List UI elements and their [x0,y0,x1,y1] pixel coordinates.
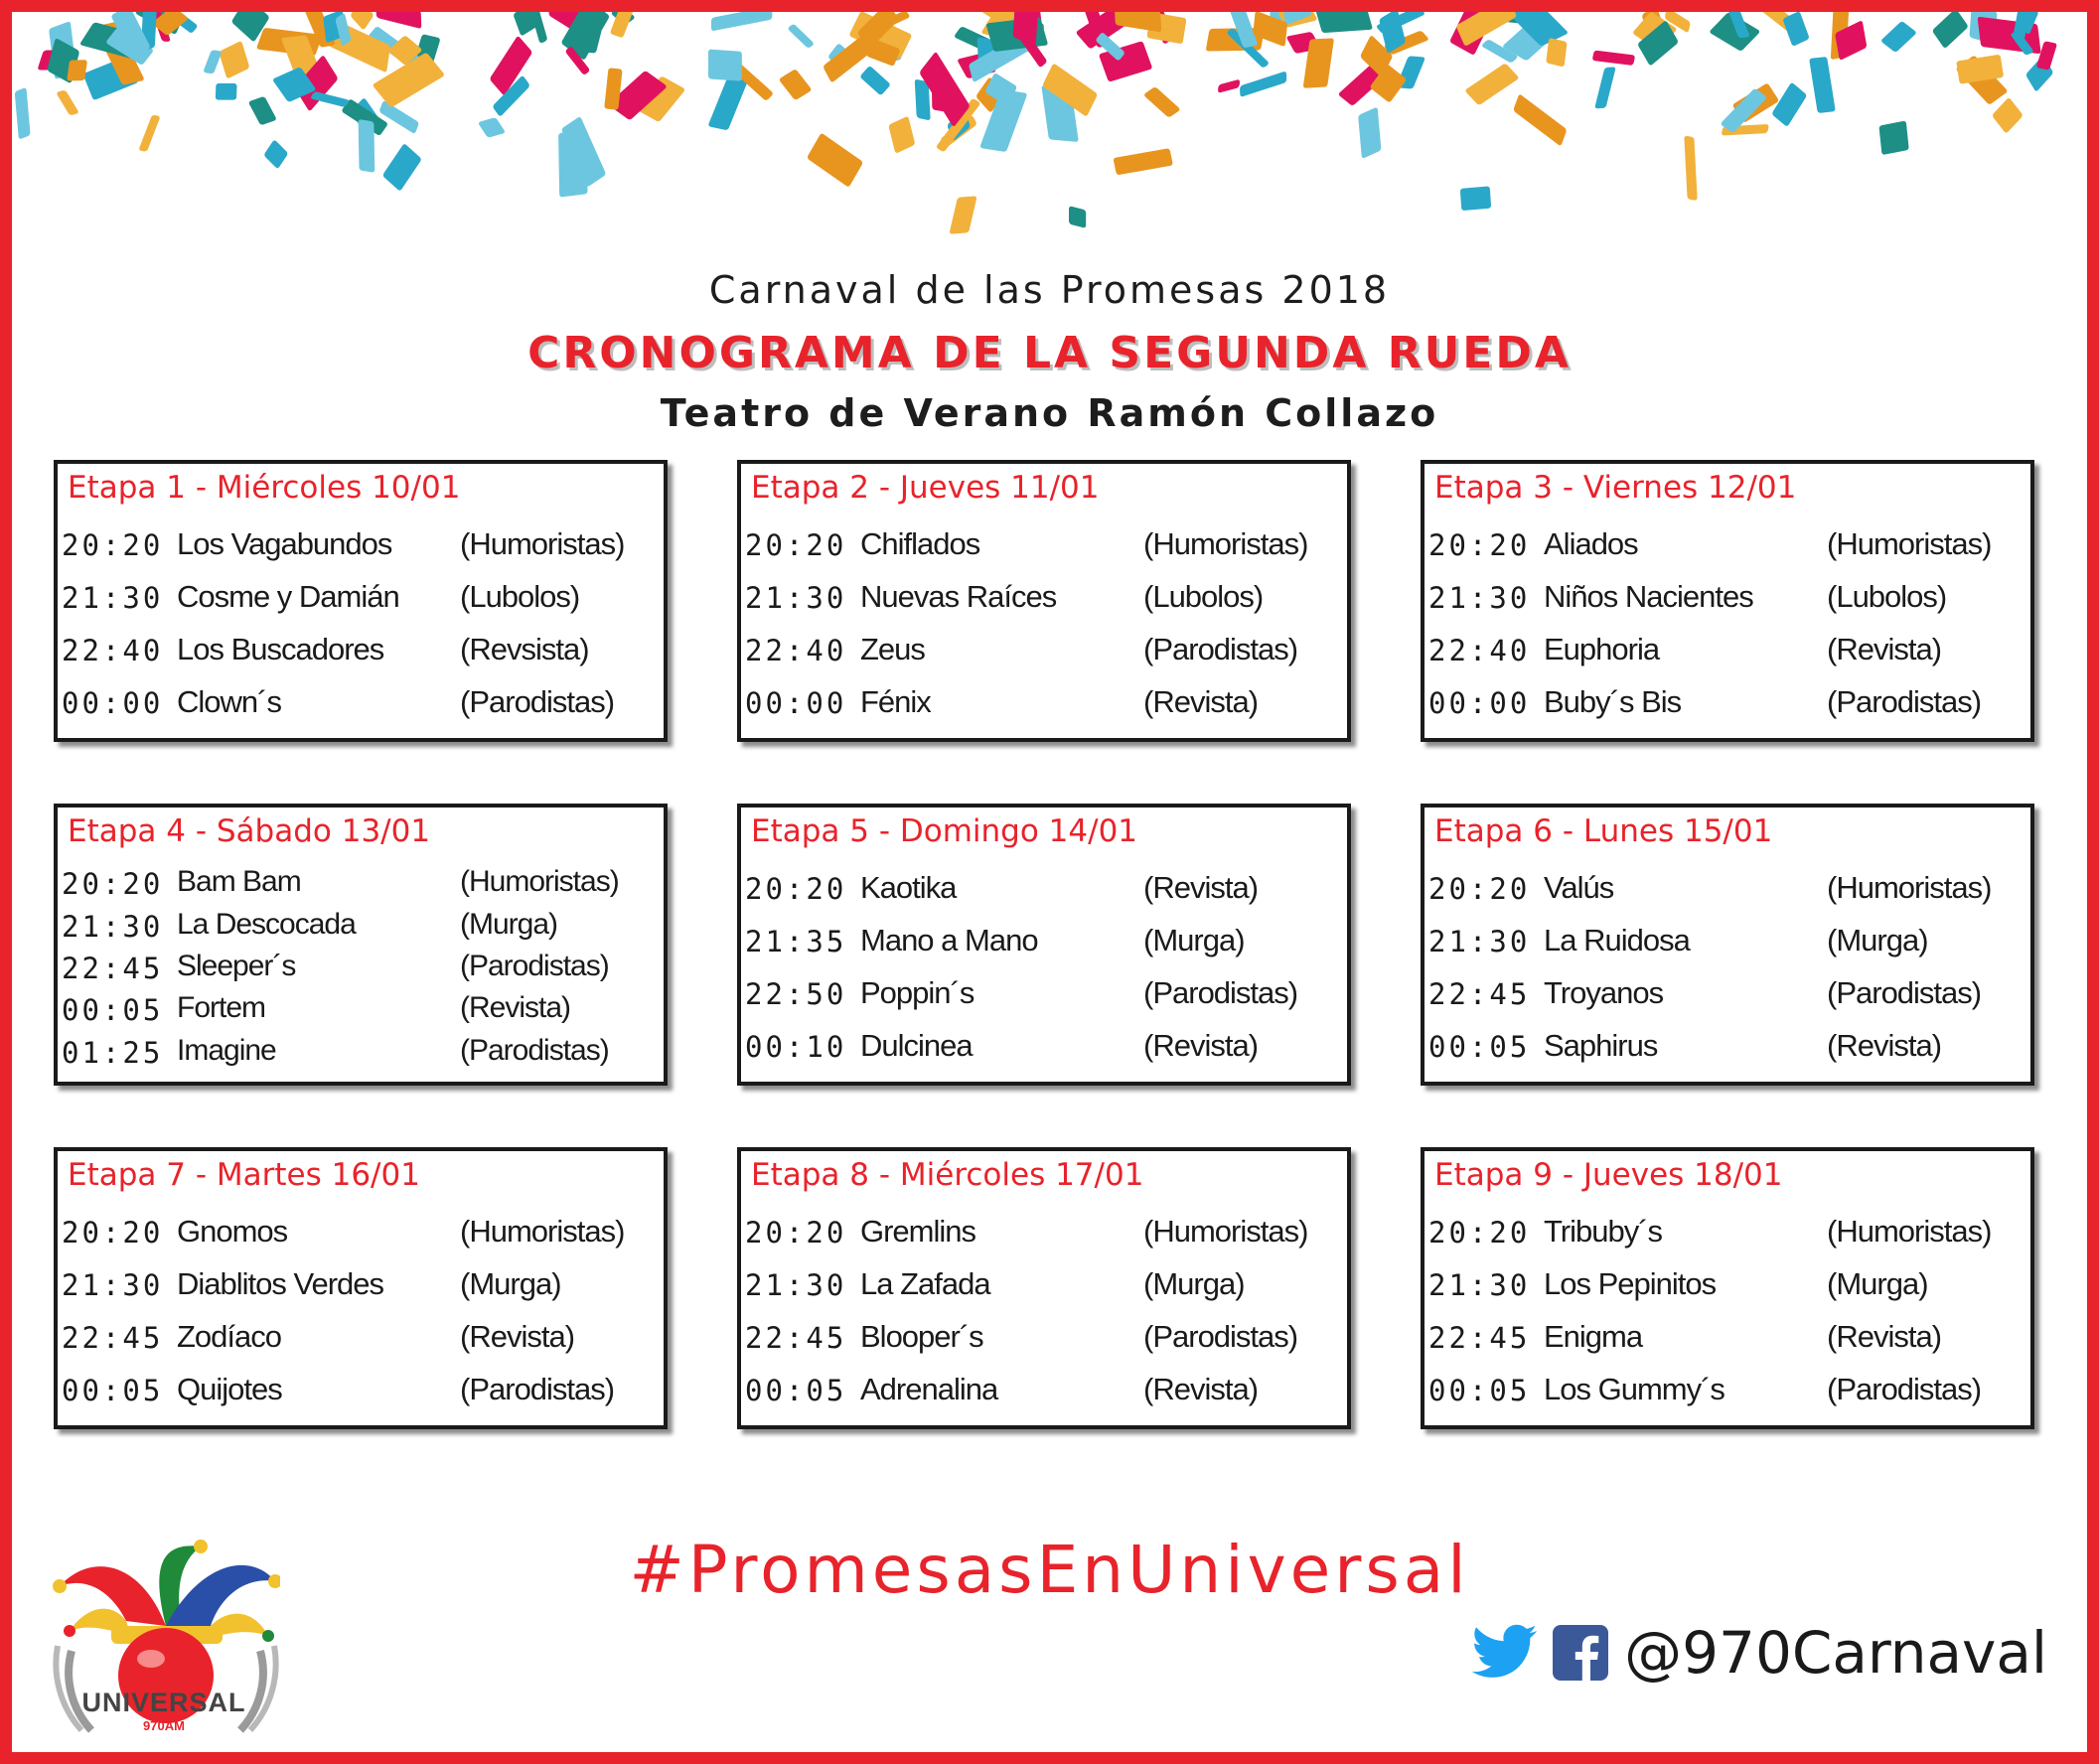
facebook-icon[interactable] [1553,1625,1608,1681]
time: 22:45 [1428,976,1531,1011]
schedule-row [741,1266,1347,1306]
venue-title: Teatro de Verano Ramón Collazo [660,391,1439,435]
act-category: (Lubolos) [460,578,580,614]
act-name: Valús [1544,869,1614,905]
time: 00:10 [745,1029,847,1064]
act-name: Enigma [1544,1318,1643,1354]
schedule-row [58,1372,664,1411]
act-category: (Parodistas) [1143,631,1298,666]
confetti-piece [1594,67,1616,108]
act-name: Adrenalina [860,1371,998,1406]
schedule-row [741,923,1347,962]
act-category: (Humoristas) [1827,1213,1992,1249]
act-category: (Revista) [1143,683,1259,719]
confetti-piece [1240,71,1286,97]
time: 20:20 [1428,527,1531,562]
confetti-piece [67,60,87,80]
act-name: Buby´s Bis [1544,683,1682,719]
time: 00:00 [62,685,164,720]
act-category: (Revista) [1827,1027,1942,1063]
act-name: Los Vagabundos [177,525,392,561]
time: 01:25 [62,1035,164,1070]
time: 22:45 [1428,1320,1531,1355]
act-name: Troyanos [1544,974,1664,1010]
act-category: (Humoristas) [1827,525,1992,561]
confetti-piece [1878,120,1908,155]
schedule-row [58,1319,664,1359]
act-name: Diablitos Verdes [177,1265,384,1301]
act-name: Niños Nacientes [1544,578,1753,614]
schedule-row [58,865,664,903]
schedule-title: CRONOGRAMA DE LA SEGUNDA RUEDA [527,328,1572,378]
etapa-card [1421,804,2034,1086]
confetti-piece [807,132,863,187]
etapa-title: Etapa 3 - Viernes 12/01 [1434,470,1797,506]
confetti-piece [1069,206,1086,228]
act-name: Sleeper´s [177,949,296,982]
act-name: Nuevas Raíces [860,578,1057,614]
confetti-piece [1782,12,1809,47]
time: 00:05 [1428,1373,1531,1407]
etapa-card [737,1147,1351,1429]
time: 00:05 [62,993,164,1028]
confetti-piece [216,83,237,100]
confetti-piece [1880,21,1917,53]
time: 21:30 [745,580,847,615]
act-name: Los Pepinitos [1544,1265,1717,1301]
schedule-row [58,1266,664,1306]
confetti-decoration [12,12,2087,290]
act-name: Gnomos [177,1213,288,1249]
act-category: (Humoristas) [1143,1213,1308,1249]
schedule-row [58,950,664,987]
act-category: (Lubolos) [1143,578,1264,614]
act-category: (Humoristas) [460,525,625,561]
confetti-piece [1592,51,1636,66]
etapa-title: Etapa 7 - Martes 16/01 [68,1157,420,1193]
act-category: (Murga) [460,907,558,941]
schedule-row [1424,975,2030,1015]
time: 00:00 [1428,685,1531,720]
act-category: (Revista) [1143,1027,1259,1063]
act-name: Zeus [860,631,925,666]
act-name: Quijotes [177,1371,282,1406]
time: 22:50 [745,976,847,1011]
time: 00:05 [745,1373,847,1407]
schedule-row [58,1214,664,1253]
act-name: Zodíaco [177,1318,282,1354]
confetti-piece [513,12,539,37]
time: 20:20 [1428,871,1531,906]
schedule-row [58,1034,664,1072]
act-category: (Parodistas) [1143,974,1298,1010]
act-category: (Humoristas) [1827,869,1992,905]
confetti-piece [378,100,419,134]
etapa-title: Etapa 6 - Lunes 15/01 [1434,813,1773,849]
schedule-row [741,1372,1347,1411]
time: 22:45 [745,1320,847,1355]
schedule-row [1424,579,2030,619]
etapa-title: Etapa 5 - Domingo 14/01 [751,813,1138,849]
schedule-row [741,1028,1347,1068]
time: 00:05 [1428,1029,1531,1064]
act-category: (Humoristas) [460,865,619,899]
act-category: (Revista) [1827,631,1942,666]
act-category: (Parodistas) [1827,974,1982,1010]
confetti-piece [248,96,277,126]
confetti-piece [1992,97,2024,134]
logo-wordmark: UNIVERSAL [81,1688,246,1717]
schedule-row [741,1214,1347,1253]
act-category: (Parodistas) [1143,1318,1298,1354]
act-category: (Murga) [1143,1265,1245,1301]
etapa-card [737,804,1351,1086]
act-name: La Descocada [177,907,356,941]
act-name: Aliados [1544,525,1638,561]
act-name: Fénix [860,683,931,719]
act-category: (Revista) [460,991,571,1025]
logo-frequency: 970AM [143,1718,185,1733]
etapa-card [54,804,668,1086]
act-name: Fortem [177,991,266,1025]
schedule-row [1424,923,2030,962]
confetti-piece [359,119,375,173]
confetti-piece [219,41,249,79]
confetti-piece [787,24,815,49]
act-name: Dulcinea [860,1027,973,1063]
act-category: (Humoristas) [460,1213,625,1249]
act-category: (Humoristas) [1143,525,1308,561]
confetti-piece [56,89,79,115]
schedule-row [1424,1319,2030,1359]
time: 22:45 [62,951,164,985]
act-category: (Parodistas) [1827,683,1982,719]
time: 00:05 [62,1373,164,1407]
etapa-title: Etapa 2 - Jueves 11/01 [751,470,1100,506]
confetti-piece [375,12,421,29]
act-category: (Revsista) [460,631,589,666]
act-name: Los Buscadores [177,631,384,666]
confetti-piece [1513,93,1567,146]
etapa-title: Etapa 8 - Miércoles 17/01 [751,1157,1144,1193]
confetti-piece [382,143,422,192]
act-name: Bam Bam [177,865,301,899]
schedule-row [741,975,1347,1015]
time: 20:20 [62,527,164,562]
confetti-piece [1143,86,1181,118]
time: 21:30 [62,909,164,944]
time: 20:20 [745,1215,847,1250]
schedule-row [58,579,664,619]
time: 20:20 [745,527,847,562]
confetti-piece [707,74,749,130]
confetti-piece [949,196,976,233]
schedule-row [1424,684,2030,724]
schedule-row [741,870,1347,910]
schedule-row [1424,1266,2030,1306]
etapa-card [1421,1147,2034,1429]
etapa-card [54,460,668,742]
etapa-card [737,460,1351,742]
confetti-piece [1460,186,1491,211]
hashtag: #PromesasEnUniversal [629,1532,1470,1608]
confetti-piece [1113,148,1173,175]
time: 22:40 [62,633,164,667]
time: 20:20 [62,867,164,902]
act-category: (Parodistas) [460,683,615,719]
time: 20:20 [1428,1215,1531,1250]
act-category: (Lubolos) [1827,578,1947,614]
schedule-row [1424,870,2030,910]
confetti-piece [1684,136,1697,201]
confetti-piece [1115,12,1162,32]
time: 21:30 [1428,924,1531,958]
act-name: Cosme y Damián [177,578,399,614]
confetti-piece [263,139,288,169]
act-name: Kaotika [860,869,957,905]
act-name: Euphoria [1544,631,1660,666]
time: 00:00 [745,685,847,720]
act-category: (Revista) [1827,1318,1942,1354]
schedule-row [741,526,1347,566]
social-block [1471,1613,2047,1692]
act-name: Tribuby´s [1544,1213,1663,1249]
confetti-piece [1809,57,1836,113]
confetti-piece [350,12,374,31]
confetti-piece [1771,81,1807,127]
schedule-row [58,908,664,946]
schedule-row [1424,526,2030,566]
schedule-row [741,579,1347,619]
act-category: (Revista) [1143,869,1259,905]
confetti-piece [708,49,742,80]
time: 22:40 [1428,633,1531,667]
time: 21:30 [745,1267,847,1302]
act-name: Mano a Mano [860,922,1038,957]
act-name: Clown´s [177,683,281,719]
time: 21:30 [62,580,164,615]
act-name: La Zafada [860,1265,990,1301]
schedule-row [1424,1214,2030,1253]
act-name: Poppin´s [860,974,975,1010]
schedule-row [58,684,664,724]
schedule-row [1424,632,2030,671]
act-category: (Parodistas) [460,1033,609,1067]
confetti-piece [15,87,31,140]
confetti-piece [203,50,222,74]
etapa-title: Etapa 9 - Jueves 18/01 [1434,1157,1783,1193]
time: 21:30 [62,1267,164,1302]
act-category: (Revista) [460,1318,575,1354]
etapa-card [54,1147,668,1429]
confetti-piece [888,116,915,154]
etapa-title: Etapa 4 - Sábado 13/01 [68,813,431,849]
act-category: (Murga) [460,1265,561,1301]
schedule-row [58,991,664,1029]
social-handle[interactable]: @970Carnaval [1624,1619,2047,1687]
schedule-row [741,632,1347,671]
confetti-piece [779,69,813,100]
confetti-piece [711,12,772,31]
act-category: (Parodistas) [1827,1371,1982,1406]
time: 20:20 [745,871,847,906]
schedule-row [1424,1372,2030,1411]
schedule-row [741,684,1347,724]
act-name: La Ruidosa [1544,922,1690,957]
twitter-icon[interactable] [1471,1624,1539,1682]
time: 22:40 [745,633,847,667]
confetti-piece [1932,12,1969,49]
act-category: (Murga) [1827,1265,1928,1301]
act-category: (Revista) [1143,1371,1259,1406]
etapa-card [1421,460,2034,742]
schedule-row [741,1319,1347,1359]
act-name: Saphirus [1544,1027,1658,1063]
confetti-piece [310,91,350,107]
act-name: Chiflados [860,525,980,561]
act-category: (Parodistas) [460,949,609,982]
etapa-title: Etapa 1 - Miércoles 10/01 [68,470,461,506]
time: 20:20 [62,1215,164,1250]
time: 21:30 [1428,580,1531,615]
act-category: (Murga) [1143,922,1245,957]
schedule-row [58,632,664,671]
confetti-piece [138,115,160,152]
act-category: (Parodistas) [460,1371,615,1406]
event-title: Carnaval de las Promesas 2018 [708,268,1391,312]
confetti-piece [859,66,891,96]
act-name: Los Gummy´s [1544,1371,1724,1406]
confetti-piece [1358,106,1381,159]
act-name: Gremlins [860,1213,976,1249]
time: 22:45 [62,1320,164,1355]
schedule-row [1424,1028,2030,1068]
confetti-piece [1218,79,1240,93]
confetti-piece [1315,12,1374,33]
time: 21:30 [1428,1267,1531,1302]
confetti-piece [1546,38,1567,68]
confetti-piece [478,117,506,138]
time: 21:35 [745,924,847,958]
confetti-piece [1464,63,1519,105]
act-name: Blooper´s [860,1318,983,1354]
schedule-row [58,526,664,566]
act-name: Imagine [177,1033,276,1067]
act-category: (Murga) [1827,922,1928,957]
